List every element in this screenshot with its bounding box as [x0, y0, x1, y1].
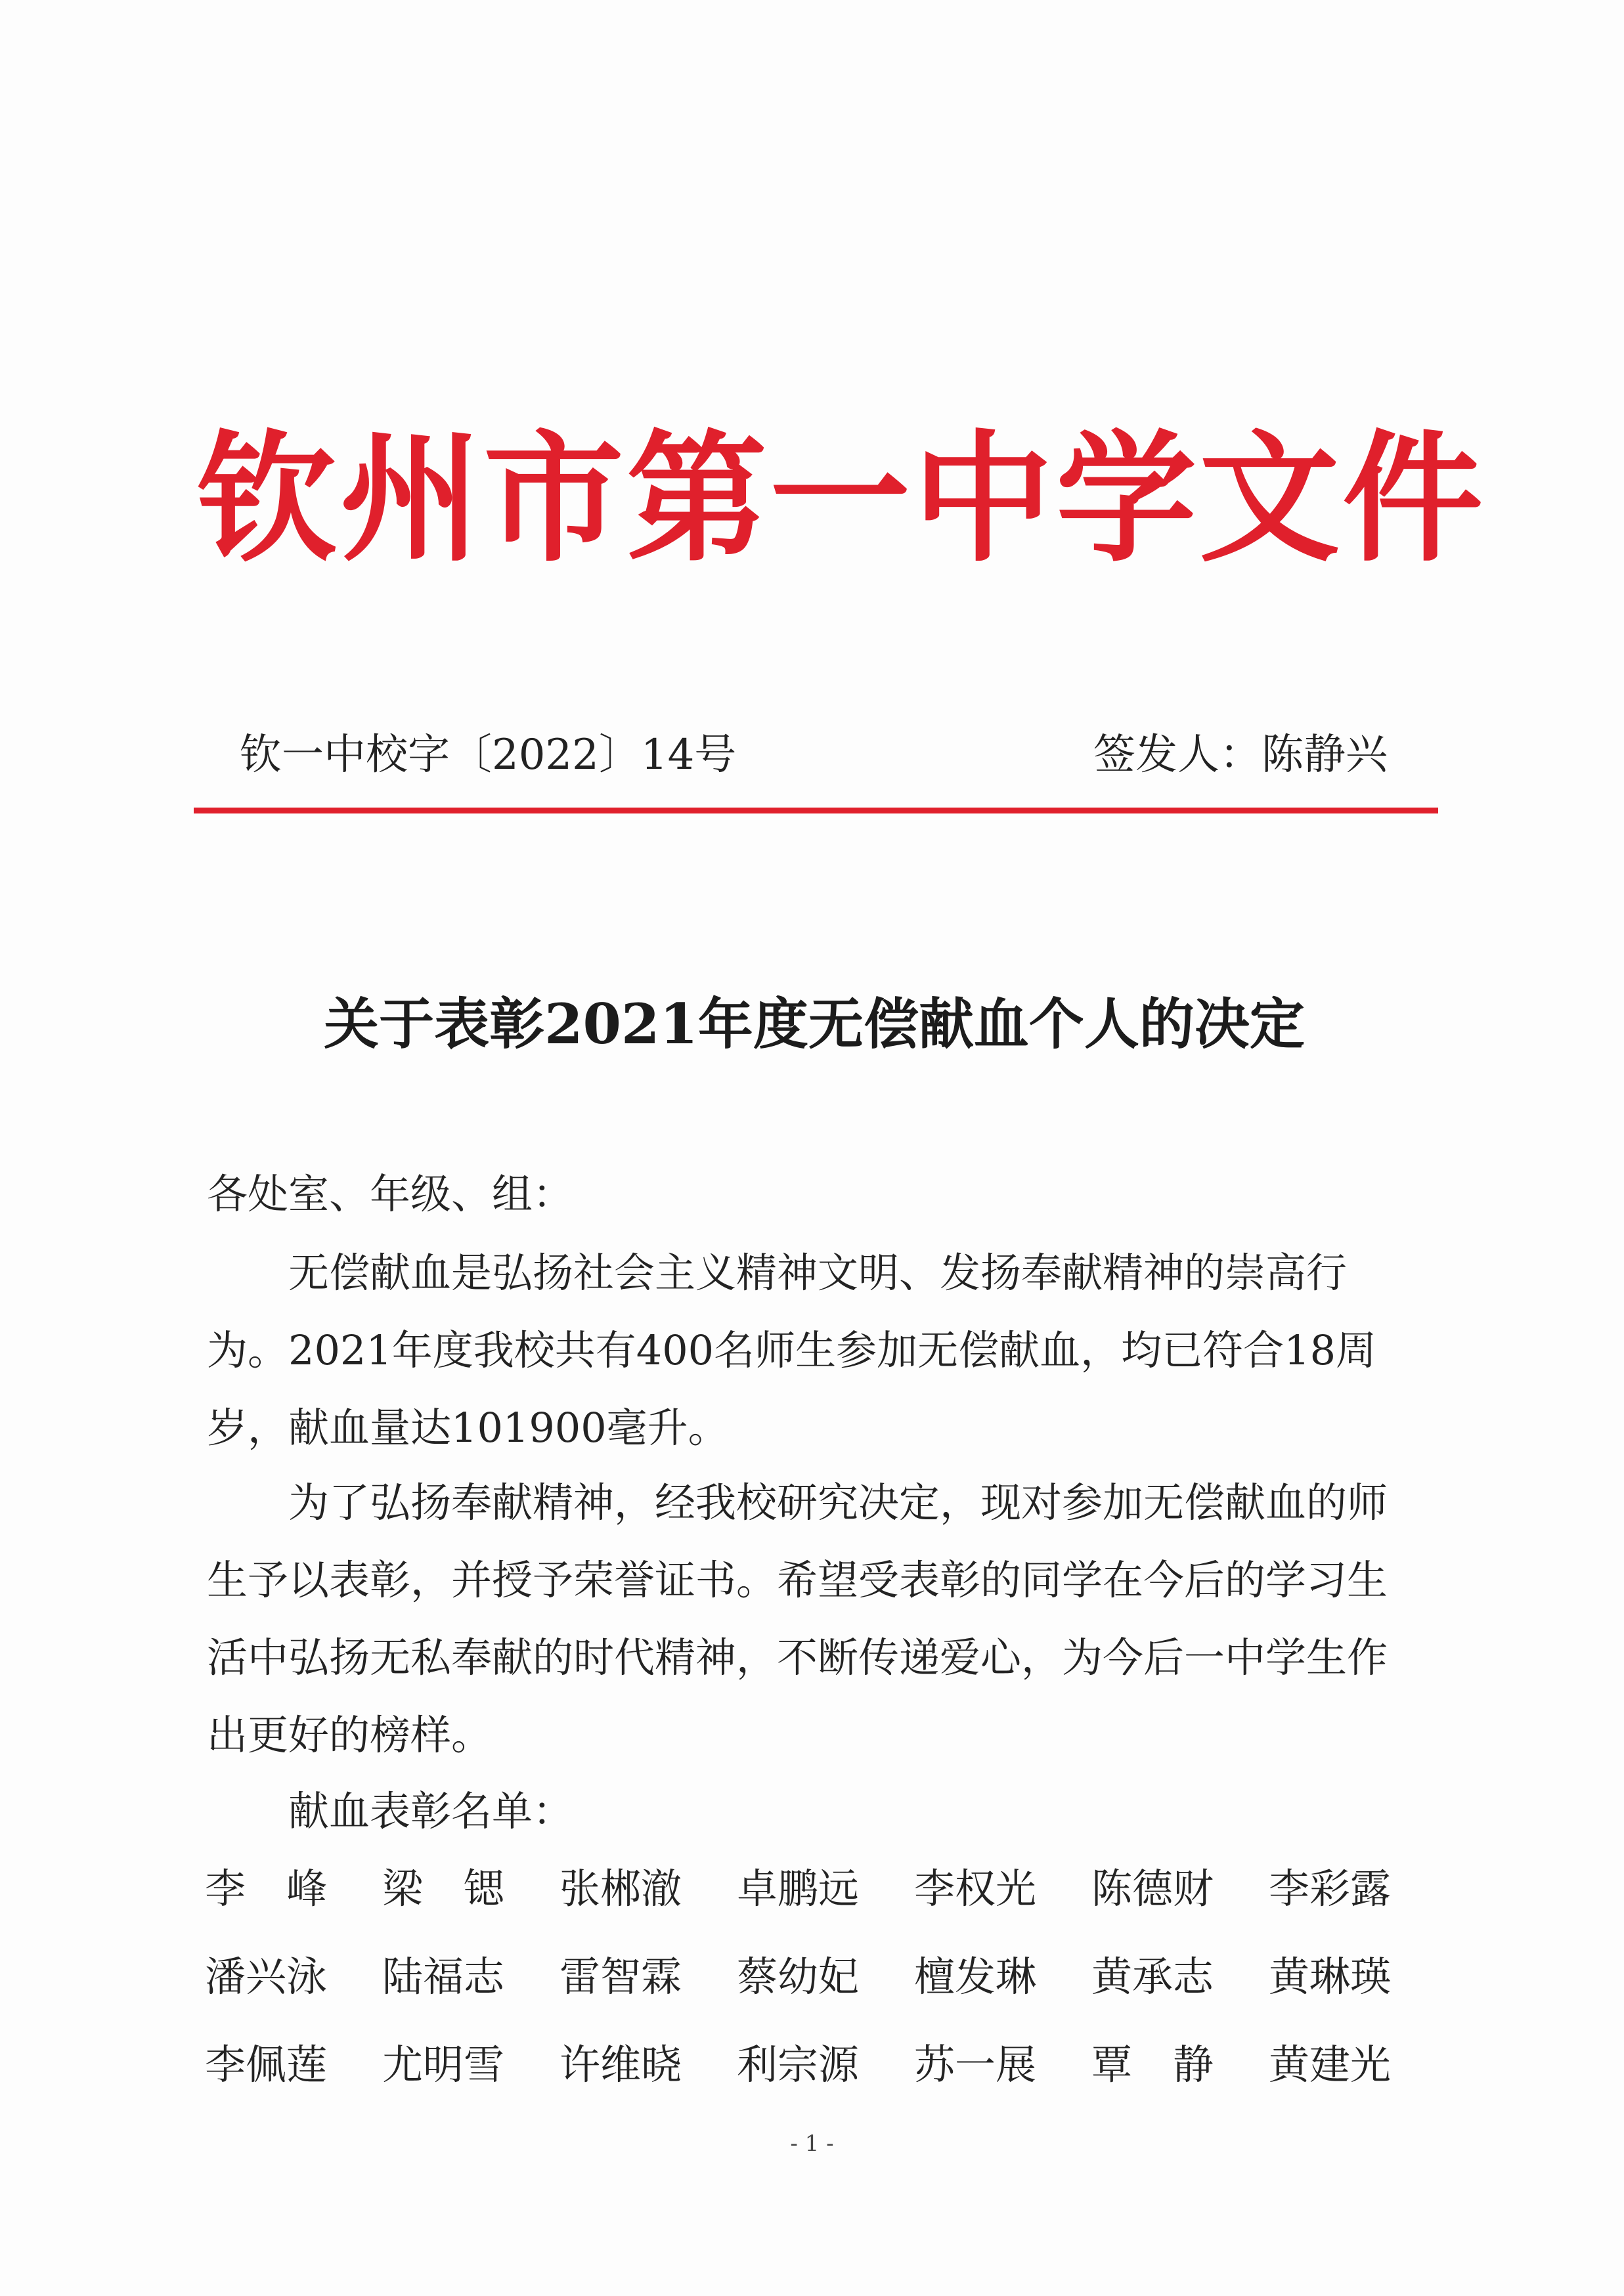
document-number: 钦一中校字〔2022〕14号 [240, 731, 737, 779]
name-entry: 陆福志 [382, 1953, 505, 2001]
name-entry: 李 峰 [205, 1865, 328, 1913]
name-entry: 卓鹏远 [737, 1865, 860, 1913]
name-entry: 黄琳瑛 [1269, 1953, 1392, 2001]
name-entry: 苏一展 [914, 2041, 1037, 2089]
name-entry: 黄建光 [1269, 2041, 1392, 2089]
name-entry: 利宗源 [737, 2041, 860, 2089]
page-number: - 1 - [790, 2131, 834, 2157]
paragraph-2: 为了弘扬奉献精神，经我校研究决定，现对参加无偿献血的师生予以表彰，并授予荣誉证书。希望受表彰的同学在今后的学习生活中弘扬无私奉献的时代精神，不断传递爱心，为今后一中学生作出更好的榜样。 [207, 1479, 1388, 1759]
name-entry: 李权光 [914, 1865, 1037, 1913]
name-entry: 雷智霖 [560, 1953, 682, 2001]
name-entry: 檀发琳 [914, 1953, 1037, 2001]
document-title: 关于表彰2021年度无偿献血个人的决定 [324, 991, 1305, 1056]
signer: 签发人：陈静兴 [1093, 731, 1388, 779]
name-entry: 尤明雪 [382, 2041, 505, 2089]
name-entry: 李彩露 [1269, 1865, 1392, 1913]
red-divider-line [194, 808, 1438, 813]
name-entry: 许维晓 [560, 2041, 682, 2089]
name-list [205, 1845, 1426, 2109]
paragraph-1: 无偿献血是弘扬社会主义精神文明、发扬奉献精神的崇高行为。2021年度我校共有400名师生参加无偿献血，均已符合18周岁，献血量达101900毫升。 [207, 1249, 1377, 1452]
name-entry: 陈德财 [1091, 1865, 1214, 1913]
salutation: 各处室、年级、组： [207, 1170, 574, 1218]
name-entry: 覃 静 [1091, 2041, 1214, 2089]
name-list-heading: 献血表彰名单： [288, 1787, 574, 1835]
name-entry: 李佩莲 [205, 2041, 328, 2089]
masthead-title: 钦州市第一中学文件 [197, 416, 1485, 581]
name-entry: 黄承志 [1091, 1953, 1214, 2001]
name-entry: 梁 锶 [382, 1865, 505, 1913]
name-entry: 蔡幼妃 [737, 1953, 860, 2001]
name-entry: 张郴澈 [560, 1865, 682, 1913]
name-entry: 潘兴泳 [205, 1953, 328, 2001]
